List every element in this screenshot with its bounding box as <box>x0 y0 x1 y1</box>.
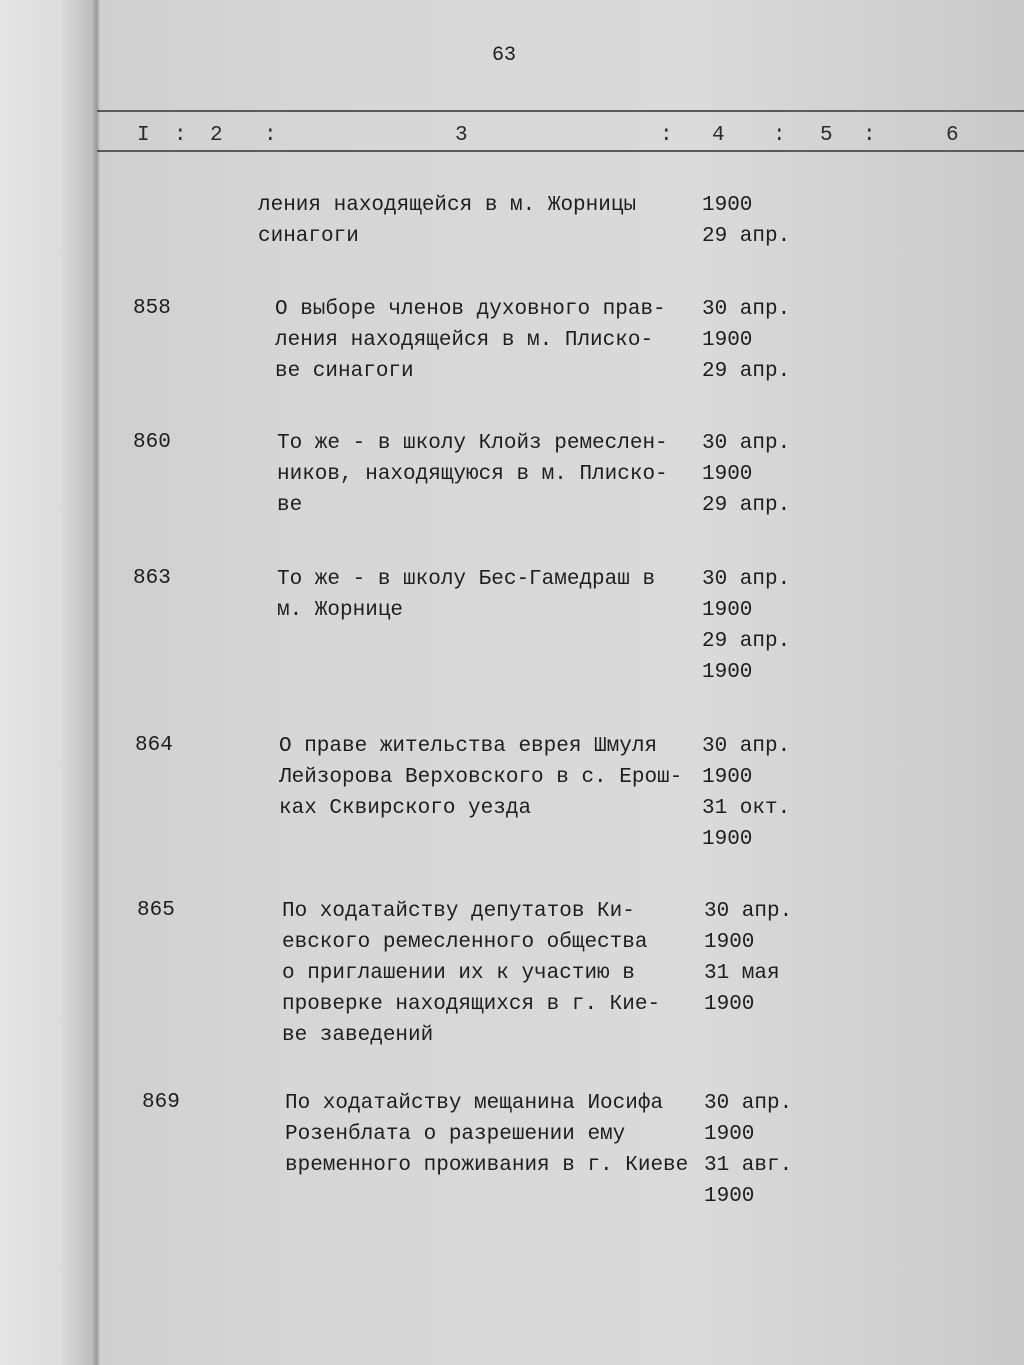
date-line: 30 апр. <box>704 900 793 923</box>
description-line: ве синагоги <box>275 360 414 383</box>
date-line: 1900 <box>702 329 753 352</box>
date-line: 1900 <box>702 766 753 789</box>
entry-dates <box>704 1088 792 1212</box>
entry-number: 865 <box>137 899 175 922</box>
date-line: 1900 <box>702 828 753 851</box>
entry-dates <box>702 731 790 855</box>
date-line: 1900 <box>704 1185 755 1208</box>
entry-number: 869 <box>142 1091 180 1114</box>
description-line: О выборе членов духовного прав- <box>275 298 666 321</box>
description-line: ве <box>277 494 303 517</box>
column-separator: : <box>174 124 187 147</box>
column-header-3: 3 <box>455 124 468 147</box>
header-top-rule <box>97 110 1024 112</box>
description-line: временного проживания в г. Киеве <box>285 1154 689 1177</box>
date-line: 30 апр. <box>702 568 791 591</box>
entry-description <box>258 190 636 252</box>
entry-dates <box>702 190 790 252</box>
entry-number: 860 <box>133 431 171 454</box>
entry-description <box>285 1088 688 1181</box>
description-line: То же - в школу Клойз ремеслен- <box>277 432 668 455</box>
description-line: По ходатайству депутатов Ки- <box>282 900 635 923</box>
entry-number: 864 <box>135 734 173 757</box>
description-line: проверке находящихся в г. Кие- <box>282 993 661 1016</box>
description-line: О праве жительства еврея Шмуля <box>279 735 658 758</box>
description-line: м. Жорнице <box>277 599 404 622</box>
date-line: 29 апр. <box>702 494 791 517</box>
entry-number: 858 <box>133 297 171 320</box>
header-bottom-rule <box>97 150 1024 152</box>
description-line: Розенблата о разрешении ему <box>285 1123 626 1146</box>
column-header-1: I <box>137 124 150 147</box>
date-line: 1900 <box>704 931 755 954</box>
date-line: 1900 <box>702 463 753 486</box>
entry-description <box>277 564 655 626</box>
entry-number: 863 <box>133 567 171 590</box>
date-line: 29 апр. <box>702 630 791 653</box>
description-line: синагоги <box>258 225 359 248</box>
date-line: 1900 <box>702 194 753 217</box>
date-line: 31 авг. <box>704 1154 793 1177</box>
column-header-4: 4 <box>712 124 725 147</box>
date-line: 1900 <box>704 1123 755 1146</box>
entry-dates <box>702 428 790 521</box>
date-line: 31 окт. <box>702 797 791 820</box>
description-line: евского ремесленного общества <box>282 931 648 954</box>
date-line: 1900 <box>702 661 753 684</box>
date-line: 30 апр. <box>704 1092 793 1115</box>
description-line: ве заведений <box>282 1024 434 1047</box>
column-header-6: 6 <box>946 124 959 147</box>
entry-description <box>277 428 668 521</box>
description-line: ников, находящуюся в м. Плиско- <box>277 463 668 486</box>
date-line: 29 апр. <box>702 225 791 248</box>
column-header-2: 2 <box>210 124 223 147</box>
description-line: ках Сквирского уезда <box>279 797 532 820</box>
column-separator: : <box>863 124 876 147</box>
date-line: 29 апр. <box>702 360 791 383</box>
description-line: Лейзорова Верховского в с. Ерош- <box>279 766 683 789</box>
column-header-5: 5 <box>820 124 833 147</box>
column-separator: : <box>264 124 277 147</box>
column-separator: : <box>660 124 673 147</box>
page-number: 63 <box>492 44 517 67</box>
entry-description <box>282 896 660 1051</box>
entry-dates <box>702 294 790 387</box>
date-line: 1900 <box>702 599 753 622</box>
column-separator: : <box>773 124 786 147</box>
date-line: 1900 <box>704 993 755 1016</box>
description-line: ления находящейся в м. Жорницы <box>258 194 637 217</box>
description-line: о приглашении их к участию в <box>282 962 635 985</box>
description-line: ления находящейся в м. Плиско- <box>275 329 654 352</box>
entry-description <box>279 731 682 824</box>
entry-dates <box>704 896 792 1020</box>
date-line: 30 апр. <box>702 432 791 455</box>
date-line: 31 мая <box>704 962 780 985</box>
entry-description <box>275 294 666 387</box>
date-line: 30 апр. <box>702 298 791 321</box>
description-line: По ходатайству мещанина Иосифа <box>285 1092 664 1115</box>
entry-dates <box>702 564 790 688</box>
date-line: 30 апр. <box>702 735 791 758</box>
description-line: То же - в школу Бес-Гамедраш в <box>277 568 656 591</box>
